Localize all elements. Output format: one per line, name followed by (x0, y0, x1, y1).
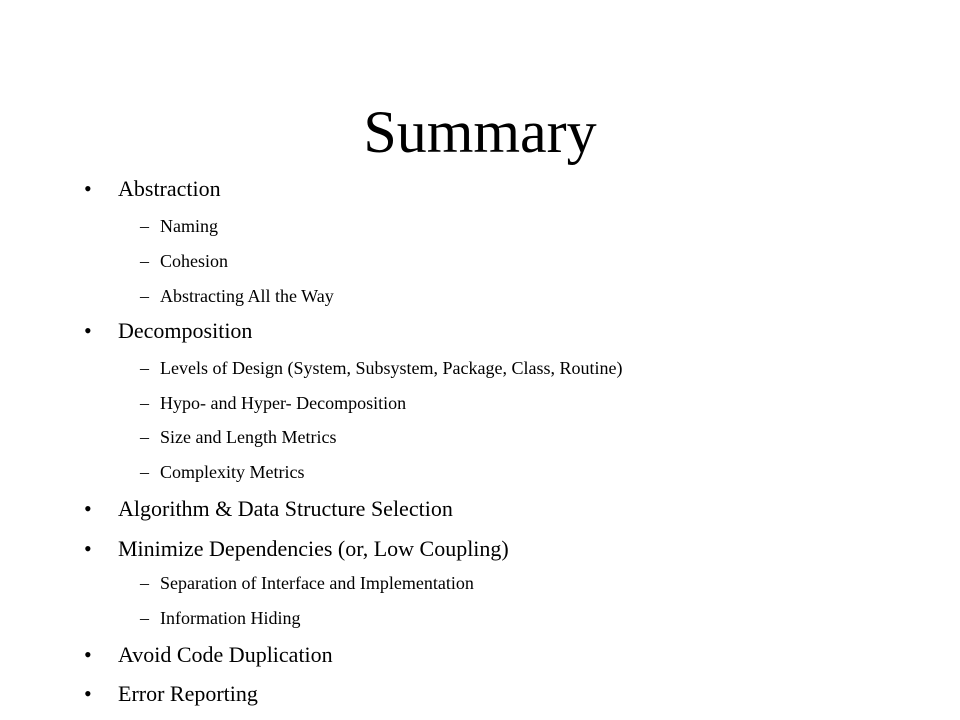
bullet-text: Decomposition (118, 318, 253, 343)
sub-item-text: Hypo- and Hyper- Decomposition (160, 393, 407, 413)
bullet-text: Abstraction (118, 176, 221, 201)
bullet-marker: • (84, 496, 92, 521)
sub-item-text: Abstracting All the Way (160, 286, 334, 306)
sub-item-text: Complexity Metrics (160, 462, 305, 482)
bullet-marker: • (84, 536, 92, 561)
dash-marker: – (140, 216, 149, 236)
dash-marker: – (140, 427, 149, 447)
sub-item-text: Naming (160, 216, 218, 236)
sub-item-text: Separation of Interface and Implementation (160, 573, 474, 593)
dash-marker: – (140, 608, 149, 628)
bullet-text: Algorithm & Data Structure Selection (118, 496, 453, 521)
bullet-text: Minimize Dependencies (or, Low Coupling) (118, 536, 509, 561)
bullet-marker: • (84, 642, 92, 667)
bullet-text: Error Reporting (118, 681, 258, 706)
dash-marker: – (140, 358, 149, 378)
dash-marker: – (140, 573, 149, 593)
slide-title: Summary (363, 99, 597, 165)
sub-item-text: Cohesion (160, 251, 229, 271)
dash-marker: – (140, 462, 149, 482)
sub-item-text: Size and Length Metrics (160, 427, 337, 447)
bullet-marker: • (84, 318, 92, 343)
sub-item-text: Levels of Design (System, Subsystem, Package, Class, Routine) (160, 358, 623, 378)
dash-marker: – (140, 286, 149, 306)
dash-marker: – (140, 251, 149, 271)
bullet-marker: • (84, 176, 92, 201)
sub-item-text: Information Hiding (160, 608, 301, 628)
bullet-text: Avoid Code Duplication (118, 642, 333, 667)
bullet-marker: • (84, 681, 92, 706)
dash-marker: – (140, 393, 149, 413)
